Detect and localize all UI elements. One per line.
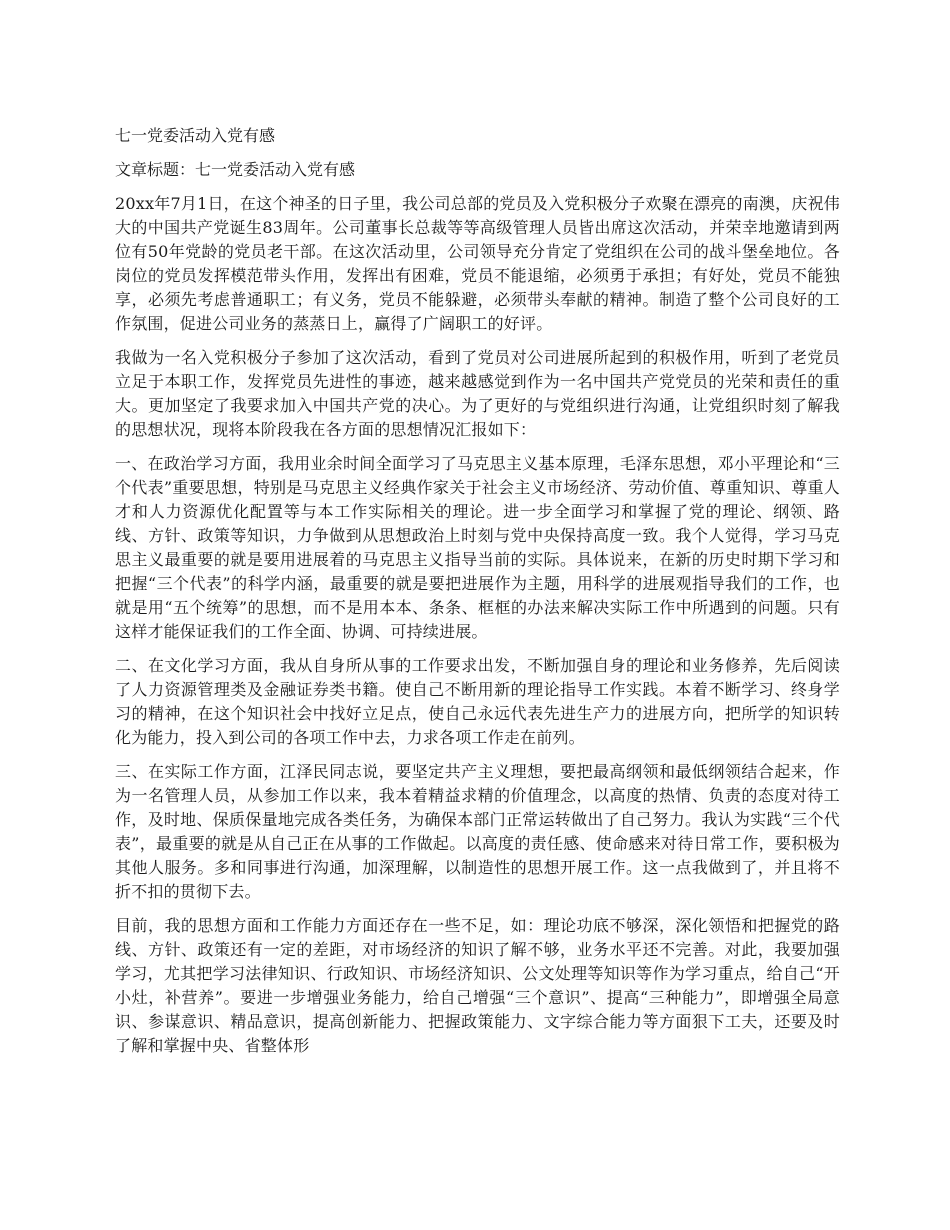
paragraph-practical-work: 三、在实际工作方面，江泽民同志说，要坚定共产主义理想，要把最高纲领和最低纲领结合起来，作为一名管理人员，从参加工作以来，我本着精益求精的价值理念，以高度的热情、负责的态度对待工作，及时地、保质保量地完成各类任务，为确保本部门正常运转做出了自己努力。我认为实践“三个代表”，最重要的就是从自己正在从事的工作做起。以高度的责任感、使命感来对待日常工作，要积极为其他人服务。多和同事进行沟通，加深理解，以制造性的思想开展工作。这一点我做到了，并且将不折不扣的贯彻下去。: [115, 762, 840, 901]
paragraph-shortcomings: 目前，我的思想方面和工作能力方面还存在一些不足，如：理论功底不够深，深化领悟和把握党的路线、方针、政策还有一定的差距，对市场经济的知识了解不够，业务水平还不完善。对此，我要加强学习，尤其把学习法律知识、行政知识、市场经济知识、公文处理等知识等作为学习重点，给自己“开小灶，补营养”。要进一步增强业务能力，给自己增强“三个意识”、提高“三种能力”，即增强全局意识、参谋意识、精品意识，提高创新能力、把握政策能力、文字综合能力等方面狠下工夫，还要及时了解和掌握中央、省整体形: [115, 916, 840, 1055]
paragraph-intro-event: 20xx年7月1日，在这个神圣的日子里，我公司总部的党员及入党积极分子欢聚在漂亮的南澳，庆祝伟大的中国共产党诞生83周年。公司董事长总裁等等高级管理人员皆出席这次活动，并荣幸地邀请到两位有50年党龄的党员老干部。在这次活动里，公司领导充分肯定了党组织在公司的战斗堡垒地位。各岗位的党员发挥模范带头作用，发挥出有困难，党员不能退缩，必须勇于承担；有好处，党员不能独享，必须先考虑普通职工；有义务，党员不能躲避，必须带头奉献的精神。制造了整个公司良好的工作氛围，促进公司业务的蒸蒸日上，赢得了广阔职工的好评。: [115, 194, 840, 333]
document-page: [115, 124, 840, 1068]
document-title: 七一党委活动入党有感: [115, 126, 276, 145]
paragraph-participation: 我做为一名入党积极分子参加了这次活动，看到了党员对公司进展所起到的积极作用，听到了老党员立足于本职工作，发挥党员先进性的事迹，越来越感觉到作为一名中国共产党党员的光荣和责任的重大。更加坚定了我要求加入中国共产党的决心。为了更好的与党组织进行沟通，让党组织时刻了解我的思想状况，现将本阶段我在各方面的思想情况汇报如下：: [115, 348, 840, 439]
paragraph-cultural-study: 二、在文化学习方面，我从自身所从事的工作要求出发，不断加强自身的理论和业务修养，先后阅读了人力资源管理类及金融证券类书籍。使自己不断用新的理论指导工作实践。本着不断学习、终身学习的精神，在这个知识社会中找好立足点，使自己永远代表先进生产力的进展方向，把所学的知识转化为能力，投入到公司的各项工作中去，力求各项工作走在前列。: [115, 656, 840, 747]
article-title-line: 文章标题：七一党委活动入党有感: [115, 160, 356, 179]
paragraph-political-study: 一、在政治学习方面，我用业余时间全面学习了马克思主义基本原理，毛泽东思想，邓小平理论和“三个代表”重要思想，特别是马克思主义经典作家关于社会主义市场经济、劳动价值、尊重知识、尊重人才和人力资源优化配置等与本工作实际相关的理论。进一步全面学习和掌握了党的理论、纲领、路线、方针、政策等知识，力争做到从思想政治上时刻与党中央保持高度一致。我个人觉得，学习马克思主义最重要的就是要用进展着的马克思主义指导当前的实际。具体说来，在新的历史时期下学习和把握“三个代表”的科学内涵，最重要的就是要把进展作为主题，用科学的进展观指导我们的工作，也就是用“五个统筹”的思想，而不是用本本、条条、框框的办法来解决实际工作中所遇到的问题。只有这样才能保证我们的工作全面、协调、可持续进展。: [115, 454, 840, 641]
